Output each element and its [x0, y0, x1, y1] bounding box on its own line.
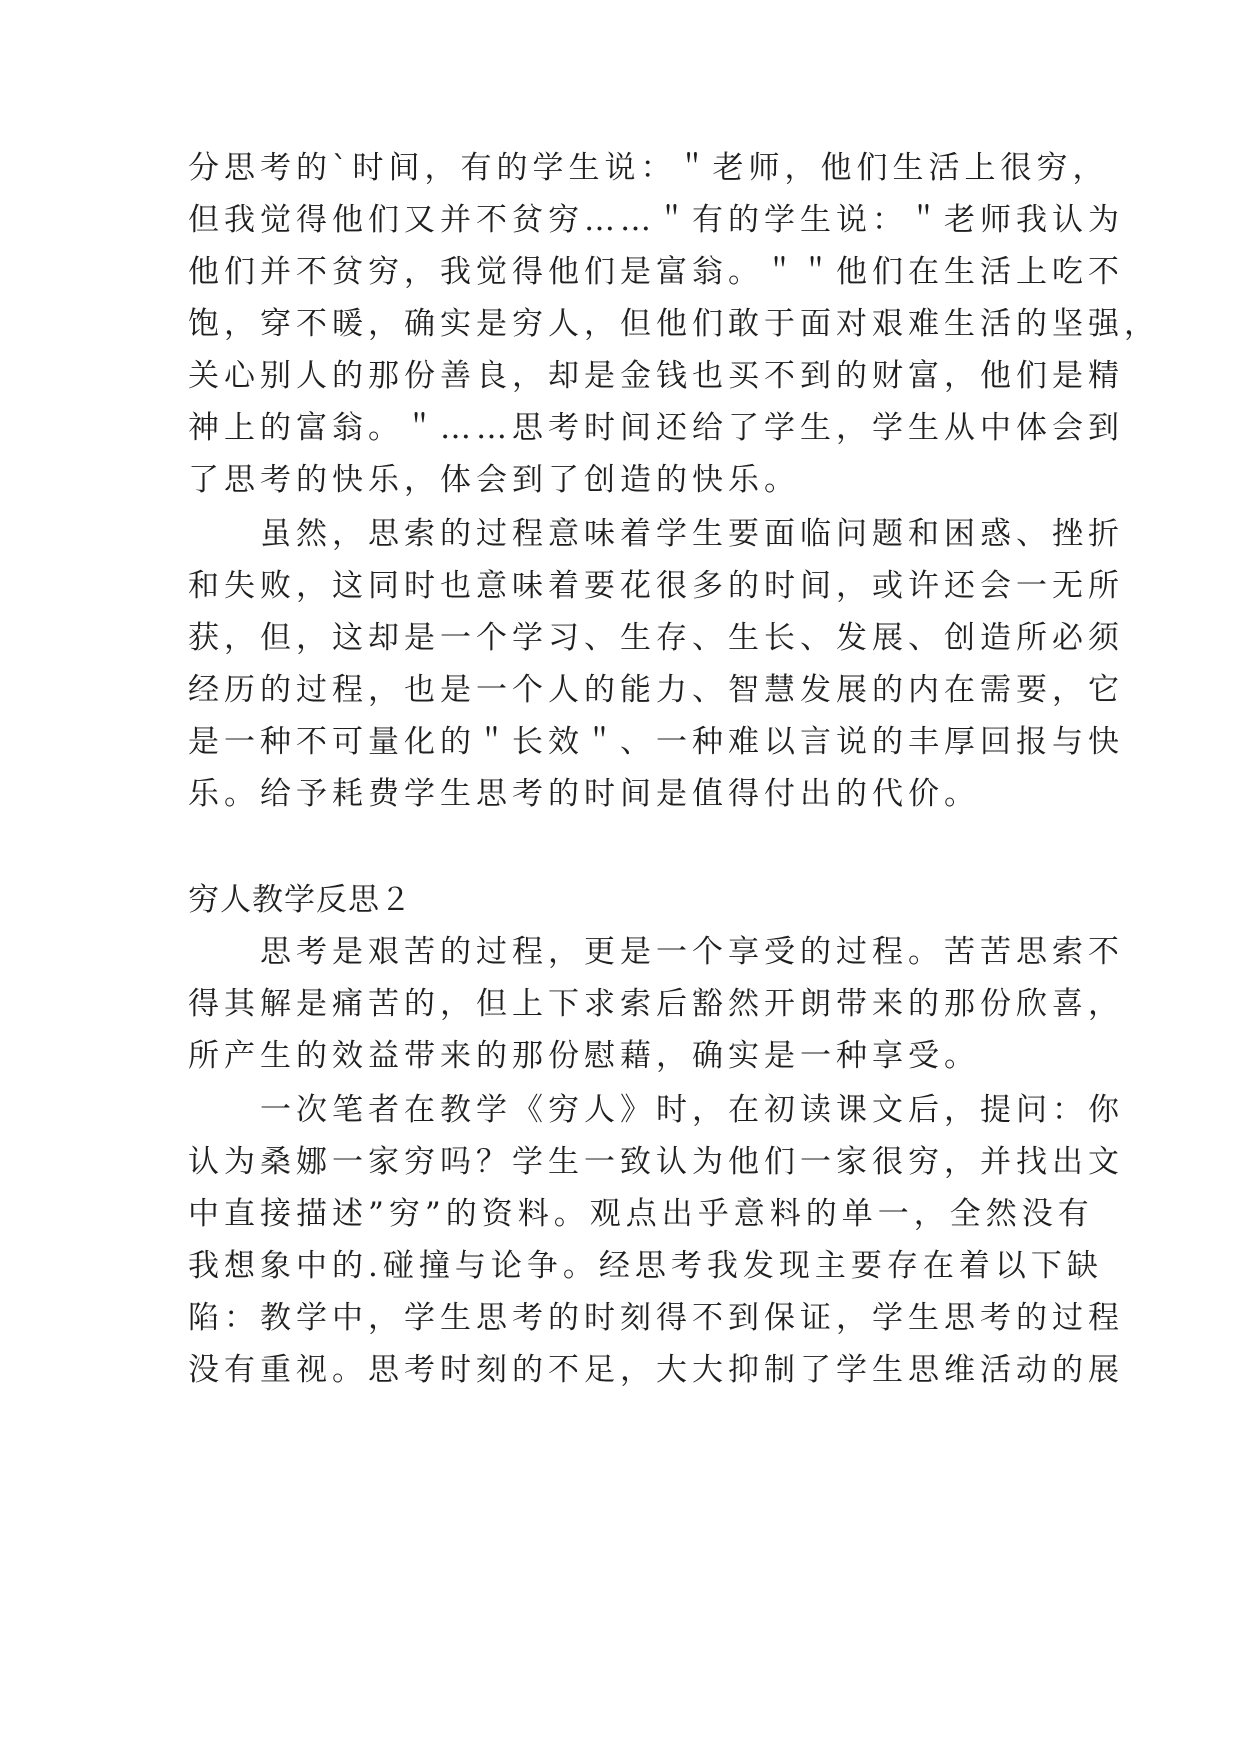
paragraph-line: 是一种不可量化的＂长效＂、一种难以言说的丰厚回报与快: [188, 724, 1124, 760]
paragraph-line: 了思考的快乐，体会到了创造的快乐。: [188, 462, 800, 498]
paragraph-line: 所产生的效益带来的那份慰藉，确实是一种享受。: [188, 1038, 980, 1074]
paragraph-line: 陷：教学中，学生思考的时刻得不到保证，学生思考的过程: [188, 1300, 1124, 1336]
paragraph-line: 他们并不贫穷，我觉得他们是富翁。＂＂他们在生活上吃不: [188, 254, 1124, 290]
paragraph-line: 得其解是痛苦的，但上下求索后豁然开朗带来的那份欣喜，: [188, 986, 1124, 1022]
paragraph-line: 获，但，这却是一个学习、生存、生长、发展、创造所必须: [188, 620, 1124, 656]
paragraph-line: 分思考的`时间，有的学生说：＂老师，他们生活上很穷，: [188, 150, 1109, 186]
paragraph-line: 神上的富翁。＂……思考时间还给了学生，学生从中体会到: [188, 410, 1124, 446]
paragraph-line: 关心别人的那份善良，却是金钱也买不到的财富，他们是精: [188, 358, 1124, 394]
paragraph-line: 经历的过程，也是一个人的能力、智慧发展的内在需要，它: [188, 672, 1124, 708]
paragraph-line: 我想象中的.碰撞与论争。经思考我发现主要存在着以下缺: [188, 1248, 1103, 1284]
paragraph-line: 虽然，思索的过程意味着学生要面临问题和困惑、挫折: [188, 516, 1124, 552]
paragraph-line: 中直接描述”穷”的资料。观点出乎意料的单一，全然没有: [188, 1196, 1094, 1232]
paragraph-line: 乐。给予耗费学生思考的时间是值得付出的代价。: [188, 776, 980, 812]
paragraph-line: 没有重视。思考时刻的不足，大大抑制了学生思维活动的展: [188, 1352, 1124, 1388]
paragraph-line: 认为桑娜一家穷吗？学生一致认为他们一家很穷，并找出文: [188, 1144, 1124, 1180]
section-heading: 穷人教学反思２: [188, 882, 412, 918]
paragraph-line: 饱，穿不暖，确实是穷人，但他们敢于面对艰难生活的坚强，: [188, 306, 1160, 342]
paragraph-line: 一次笔者在教学《穷人》时，在初读课文后，提问：你: [188, 1092, 1124, 1128]
paragraph-line: 思考是艰苦的过程，更是一个享受的过程。苦苦思索不: [188, 934, 1124, 970]
paragraph-line: 和失败，这同时也意味着要花很多的时间，或许还会一无所: [188, 568, 1124, 604]
paragraph-line: 但我觉得他们又并不贫穷……＂有的学生说：＂老师我认为: [188, 202, 1124, 238]
